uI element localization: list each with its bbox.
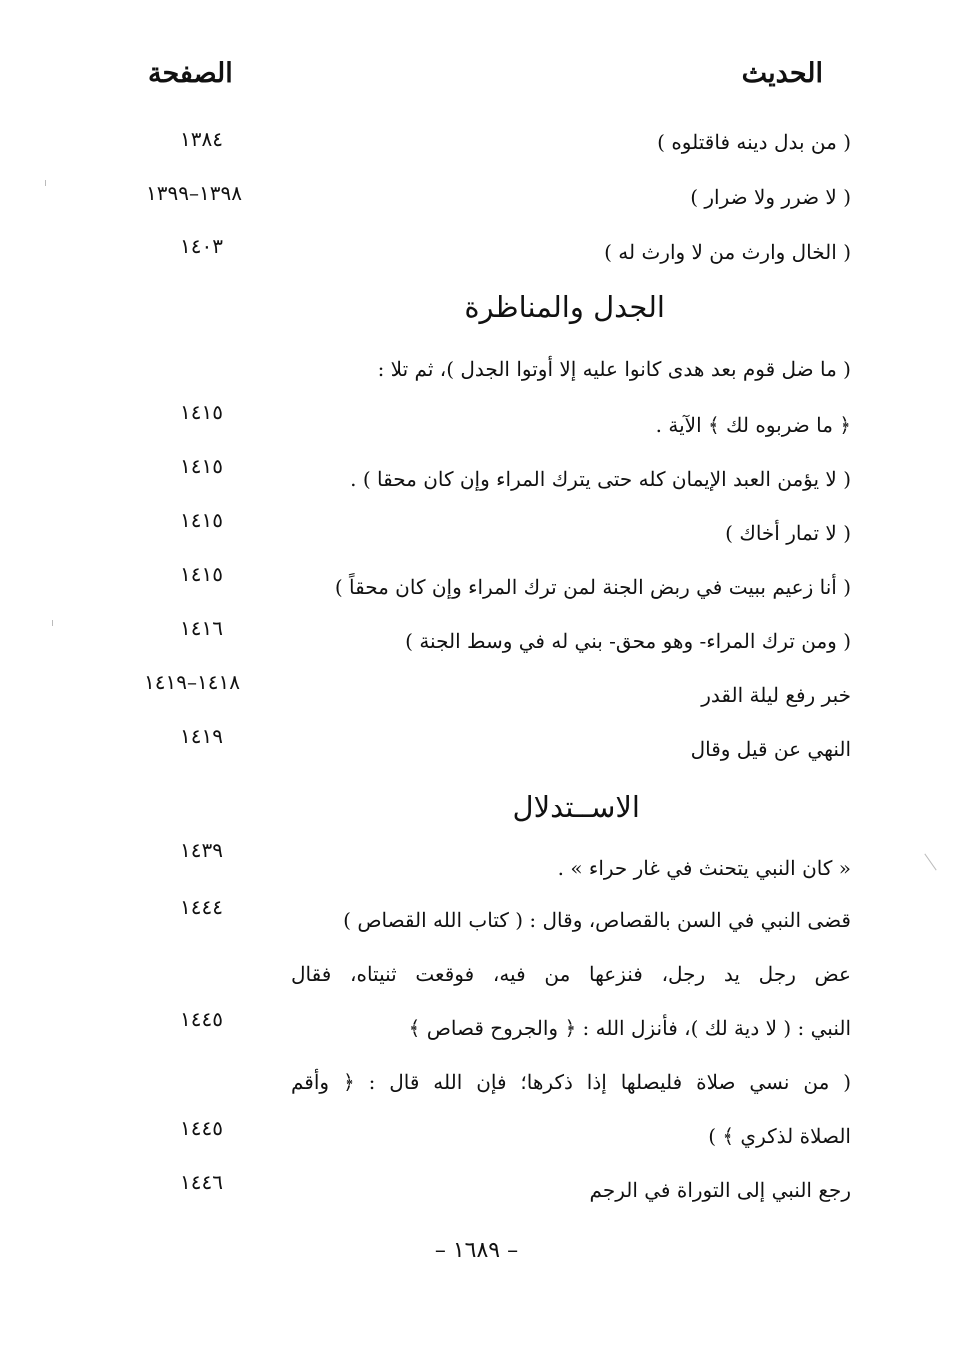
hadith-entry: ( لا ضرر ولا ضرار ): [690, 185, 851, 209]
hadith-entry: قضى النبي في السن بالقصاص، وقال : ( كتاب الله القصاص ): [343, 908, 851, 932]
hadith-entry: خبر رفع ليلة القدر: [701, 683, 851, 707]
scan-mark: [45, 180, 46, 186]
page-ref: ١٤١٥: [180, 454, 223, 478]
hadith-entry: النهي عن قيل وقال: [690, 737, 851, 761]
hadith-entry: ( ومن ترك المراء- وهو محق- بني له في وسط الجنة ): [405, 629, 851, 653]
page-ref: ١٤١٩: [180, 724, 223, 748]
hadith-entry: رجع النبي إلى التوراة في الرجم: [589, 1178, 851, 1202]
page-ref: ١٤٠٣: [180, 234, 223, 258]
page-ref: ١٤٤٦: [180, 1170, 223, 1194]
section-title-debate: الجدل والمناظرة: [464, 290, 665, 324]
hadith-entry: ( ما ضل قوم بعد هدى كانوا عليه إلا أوتوا الجدل )، ثم تلا :: [377, 357, 851, 381]
hadith-entry: ( لا يؤمن العبد الإيمان كله حتى يترك المراء وإن كان محقا ) .: [350, 467, 851, 491]
hadith-column-header: الحديث: [741, 58, 823, 89]
page-ref: ١٤١٥: [180, 508, 223, 532]
page-ref: ١٤١٨–١٤١٩: [144, 670, 240, 694]
page-ref: ١٤٣٩: [180, 838, 223, 862]
page-column-header: الصفحة: [148, 58, 233, 89]
hadith-entry: النبي : ( لا دية لك )، فأنزل الله : ﴿ والجروح قصاص ﴾: [408, 1016, 851, 1040]
page-ref: ١٤٤٥: [180, 1116, 223, 1140]
page-ref: ١٣٨٤: [180, 127, 223, 151]
scan-mark: [52, 620, 53, 626]
page-ref: ١٤٤٥: [180, 1007, 223, 1031]
footer-page-number: – ١٦٨٩ –: [434, 1238, 519, 1263]
hadith-entry: الصلاة لذكري ﴾ ): [708, 1124, 851, 1148]
hadith-entry: ( لا تمار أخاك ): [725, 521, 851, 545]
hadith-entry: ( من نسي صلاة فليصلها إذا ذكرها؛ فإن الله قال : ﴿ وأقم: [291, 1070, 851, 1094]
hadith-entry: ( أنا زعيم ببيت في ربض الجنة لمن ترك المراء وإن كان محقاً ): [334, 575, 851, 599]
scan-mark: [924, 854, 936, 871]
section-title-inference: الاســتدلال: [512, 790, 640, 824]
hadith-entry: عض رجل يد رجل، فنزعها من فيه، فوقعت ثنيتاه، فقال: [291, 962, 851, 986]
page-ref: ١٣٩٨–١٣٩٩: [146, 181, 242, 205]
hadith-entry: ﴿ ما ضربوه لك ﴾ الآية .: [655, 413, 851, 437]
hadith-entry: « كان النبي يتحنث في غار حراء » .: [557, 856, 851, 880]
page-ref: ١٤١٦: [180, 616, 223, 640]
page-ref: ١٤١٥: [180, 400, 223, 424]
page-ref: ١٤٤٤: [180, 895, 223, 919]
hadith-entry: ( من بدل دينه فاقتلوه ): [657, 130, 851, 154]
page-ref: ١٤١٥: [180, 562, 223, 586]
hadith-entry: ( الخال وارث من لا وارث له ): [604, 240, 851, 264]
